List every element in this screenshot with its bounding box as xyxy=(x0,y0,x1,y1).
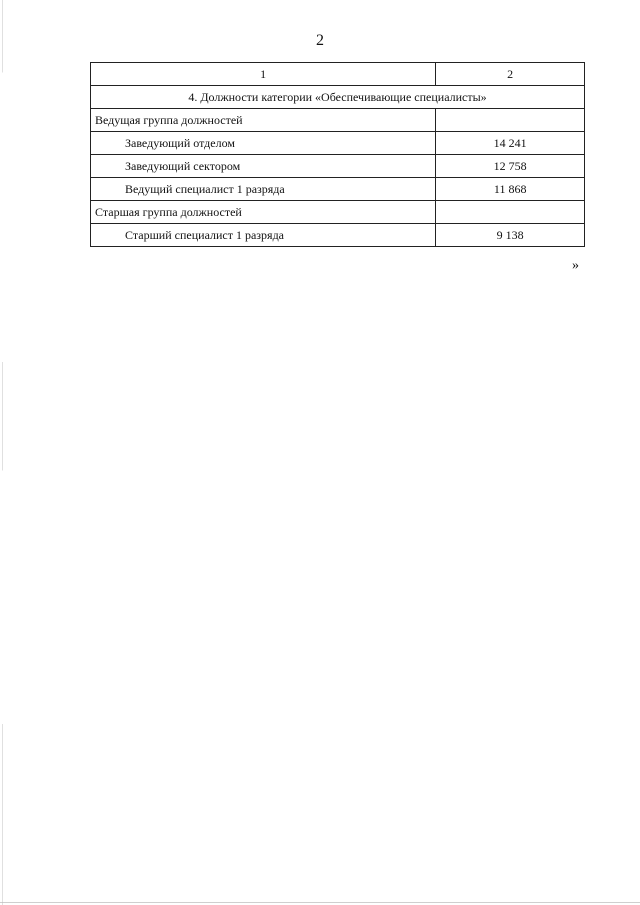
category-row xyxy=(91,86,585,109)
position-name: Старший специалист 1 разряда xyxy=(91,224,436,247)
table-row xyxy=(91,155,585,178)
page-number: 2 xyxy=(316,32,324,49)
table-row xyxy=(91,178,585,201)
group-value-empty xyxy=(436,109,585,132)
position-value: 12 758 xyxy=(436,155,585,178)
position-value: 14 241 xyxy=(436,132,585,155)
group-title-senior: Старшая группа должностей xyxy=(91,201,436,224)
scan-bottom-edge xyxy=(0,902,640,903)
position-value: 9 138 xyxy=(436,224,585,247)
salary-table xyxy=(90,62,585,247)
position-name: Заведующий сектором xyxy=(91,155,436,178)
table-row xyxy=(91,132,585,155)
group-row xyxy=(91,109,585,132)
column-header-2: 2 xyxy=(436,63,585,86)
table-header-row xyxy=(91,63,585,86)
category-title: 4. Должности категории «Обеспечивающие специалисты» xyxy=(91,86,585,109)
position-value: 11 868 xyxy=(436,178,585,201)
group-value-empty xyxy=(436,201,585,224)
column-header-1: 1 xyxy=(91,63,436,86)
table-row xyxy=(91,224,585,247)
position-name: Заведующий отделом xyxy=(91,132,436,155)
group-row xyxy=(91,201,585,224)
group-title-leading: Ведущая группа должностей xyxy=(91,109,436,132)
position-name: Ведущий специалист 1 разряда xyxy=(91,178,436,201)
closing-quote-mark: » xyxy=(572,258,579,273)
scan-left-edge xyxy=(2,0,3,905)
